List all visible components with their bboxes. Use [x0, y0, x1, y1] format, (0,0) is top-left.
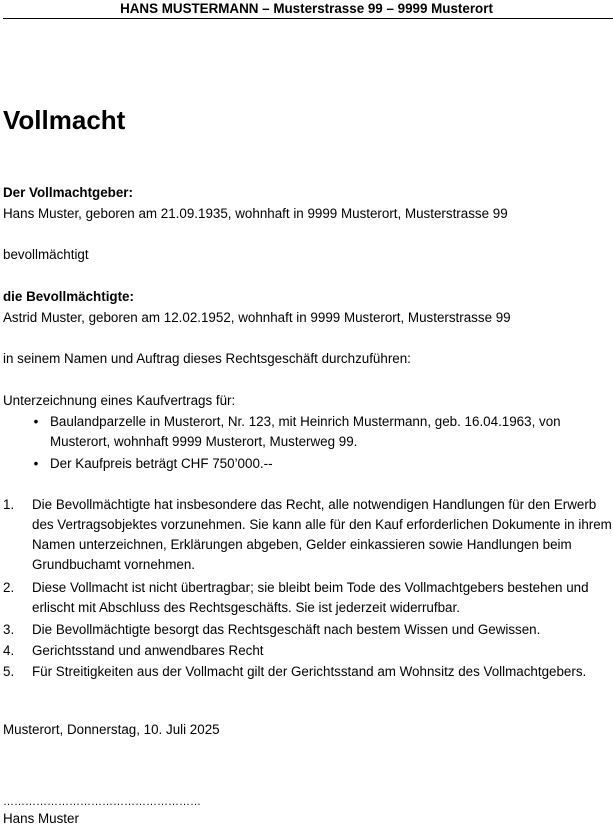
grantor-label: Der Vollmachtgeber:: [3, 185, 133, 200]
item-number: 5.: [3, 664, 15, 679]
grantor-text: Hans Muster, geboren am 21.09.1935, wohnhaft in 9999 Musterort, Musterstrasse 99: [3, 206, 508, 221]
item-number: 1.: [3, 497, 15, 512]
bullet-mark: •: [33, 414, 39, 429]
item-text: Gerichtsstand und anwendbares Recht: [32, 643, 264, 658]
bullet-mark: •: [33, 456, 39, 471]
item-text: Für Streitigkeiten aus der Vollmacht gilt der Gerichtsstand am Wohnsitz des Vollmachtgebers.: [32, 664, 587, 679]
bullet-text: Der Kaufpreis beträgt CHF 750’000.--: [50, 456, 273, 471]
verb-text: bevollmächtigt: [3, 247, 89, 262]
letterhead: HANS MUSTERMANN – Musterstrasse 99 – 9999 Musterort: [120, 1, 493, 16]
item-text: Die Bevollmächtigte hat insbesondere das Recht, alle notwendigen Handlungen für den Erwerb des Vertragsobjektes vorzunehmen. Sie kann alle für den Kauf erforderlichen Dokumente in ihrem Namen unterzeichnen, Erklärungen abgeben, Gelder einkassieren sowie Handlungen beim Grundbuchamt vornehmen.: [32, 497, 612, 572]
item-text: Die Bevollmächtigte besorgt das Rechtsgeschäft nach bestem Wissen und Gewissen.: [32, 622, 541, 637]
grantee-text: Astrid Muster, geboren am 12.02.1952, wohnhaft in 9999 Musterort, Musterstrasse 99: [3, 310, 511, 325]
signing-intro: Unterzeichnung eines Kaufvertrags für:: [3, 393, 236, 408]
document-title: Vollmacht: [3, 105, 126, 135]
bullet-text: Baulandparzelle in Musterort, Nr. 123, mit Heinrich Mustermann, geb. 16.04.1963, von: [50, 414, 561, 429]
grantee-label: die Bevollmächtigte:: [3, 289, 134, 304]
item-text: Diese Vollmacht ist nicht übertragbar; sie bleibt beim Tode des Vollmachtgebers bestehen und erlischt mit Abschluss des Rechtsgeschäfts. Sie ist jederzeit widerrufbar.: [32, 580, 589, 615]
place-date: Musterort, Donnerstag, 10. Juli 2025: [3, 722, 220, 737]
signatory-name: Hans Muster: [3, 811, 79, 826]
item-number: 4.: [3, 643, 15, 658]
item-number: 3.: [3, 622, 15, 637]
bullet-text: Musterort, wohnhaft 9999 Musterort, Musterweg 99.: [50, 434, 358, 449]
purpose-text: in seinem Namen und Auftrag dieses Rechtsgeschäft durchzuführen:: [3, 351, 411, 366]
signature-line: ………………………………………………: [3, 796, 201, 808]
item-number: 2.: [3, 580, 15, 595]
letterhead-rule: [3, 18, 613, 19]
